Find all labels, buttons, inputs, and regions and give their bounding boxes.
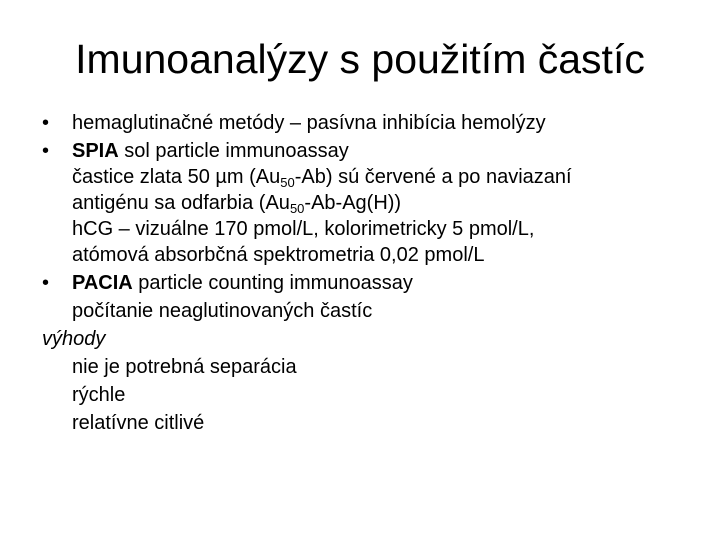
bullet-item-pacia [0, 269, 720, 297]
advantage-item: rýchle [72, 384, 126, 406]
pacia-term: PACIA [72, 272, 133, 294]
text-part: -Ab-Ag(H)) [304, 192, 402, 214]
text-part: antigénu sa odfarbia (Au [72, 192, 290, 214]
advantages-heading [0, 325, 720, 353]
spia-description: sol particle immunoassay [118, 140, 349, 162]
slide-title: Imunoanalýzy s použitím častíc [75, 36, 645, 82]
bullet-icon: • [42, 112, 50, 134]
spia-term: SPIA [72, 140, 119, 162]
text-part: -Ab) sú červené a po naviazaní [294, 166, 572, 188]
advantages-heading-text: výhody [42, 328, 106, 350]
subscript: 50 [289, 201, 305, 216]
advantage-item: nie je potrebná separácia [72, 356, 297, 378]
pacia-description: particle counting immunoassay [132, 272, 413, 294]
bullet-icon: • [42, 140, 50, 162]
slide-body [0, 109, 720, 437]
bullet-icon: • [42, 272, 50, 294]
bullet-item-spia [0, 137, 720, 165]
subscript: 50 [280, 175, 295, 190]
pacia-detail: počítanie neaglutinovaných častíc [72, 300, 373, 322]
advantage-item: relatívne citlivé [72, 412, 205, 434]
bullet-item-hemagglutination [0, 109, 720, 137]
hcg-line-1: hCG – vizuálne 170 pmol/L, kolorimetricky 5 pmol/L, [72, 218, 535, 240]
item-text: hemaglutinačné metódy – pasívna inhibícia hemolýzy [72, 112, 546, 134]
spia-detail-line-2 [0, 189, 720, 217]
spia-detail-line-1 [0, 165, 720, 189]
hcg-line-2: atómová absorbčná spektrometria 0,02 pmol/L [72, 244, 485, 266]
text-part: častice zlata 50 µm (Au [72, 166, 281, 188]
